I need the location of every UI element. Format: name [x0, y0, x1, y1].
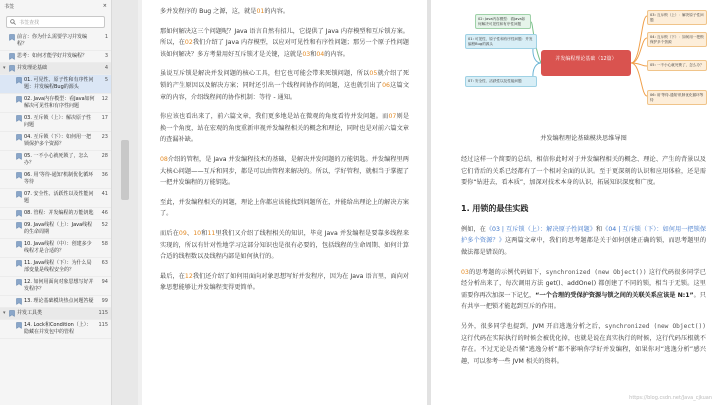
bookmark-label: 前言：你为什么需要学习并发编程？ [17, 34, 88, 47]
mind-map-node: 02: Java内存模型：看Java如何解决可见性和有序性问题 [475, 14, 531, 29]
text-run: synchronized (new Object()) [604, 322, 706, 330]
bookmark-icon [16, 134, 22, 141]
document-page-right [431, 0, 720, 405]
bookmark-icon [9, 65, 15, 72]
bookmark-panel-header [0, 0, 111, 12]
bookmark-page-number: 58 [101, 241, 108, 247]
bookmark-label: 04. 互斥锁（下）：如何用一把锁保护多个资源？ [24, 134, 92, 147]
bookmark-list [0, 32, 111, 339]
bookmark-icon [16, 298, 22, 305]
chapter-ref: 05 [369, 70, 378, 78]
text-run: 例如，在 [461, 225, 486, 233]
chapter-ref: 04 [316, 50, 325, 58]
text-run: 的内容。 [264, 8, 290, 15]
paragraph [160, 271, 409, 294]
text-run: 和 [310, 50, 317, 58]
text-run: 而后在 [160, 229, 179, 237]
bookmark-icon [16, 96, 22, 103]
bookmark-search-input[interactable] [6, 16, 105, 28]
bookmark-icon [16, 222, 22, 229]
text-run: 我们还介绍了如何用面向对象思想写好并发程序，因为在 Java 语言里，面向对象思想能够让并发编程变得更简单。 [160, 272, 409, 292]
bookmark-icon [16, 260, 22, 267]
text-run: 另外，很多同学也提到，JVM 开启逃逸分析之后， [461, 322, 605, 330]
bookmark-page-number: 41 [101, 191, 108, 197]
expand-toggle-icon[interactable]: ▾ [3, 310, 6, 316]
text-run: 、 [186, 229, 194, 237]
mind-map-node: 05: 一不小心就死锁了，怎么办？ [647, 60, 707, 71]
bookmark-item[interactable] [0, 151, 111, 170]
bookmark-label: 09. Java线程（上）：Java线程的生命周期 [24, 222, 93, 235]
text-run: 则是换一个角度，站在宏观的角度重新审视并发编程相关的概念和理论，同时也是对前六篇文章的查漏补缺。 [160, 113, 410, 144]
text-run: 我们介绍了 Java 内存模型，以应对可见性和有序性问题；那另一个原子性问题该如何解决？多方考量用好互斥锁才是关键，这就是 [160, 39, 409, 58]
bookmark-icon [16, 172, 22, 179]
bookmark-label: 11. Java线程（下）：为什么局部变量是线程安全的？ [24, 260, 92, 273]
bookmark-item[interactable] [0, 277, 111, 296]
paragraph [160, 197, 409, 220]
chapter-ref: 03 [302, 50, 311, 58]
article-link[interactable]: 《04 | 互斥锁（下）：如何用一把锁保护多个资源？》 [461, 225, 707, 245]
close-panel-button[interactable]: × [102, 3, 107, 9]
bookmark-item[interactable] [0, 132, 111, 151]
bookmark-page-number: 1 [104, 34, 108, 40]
paragraph [160, 68, 409, 103]
text-run: 至此，并发编程相关的问题，理论上你都应该能找到问题所在，并能给出理论上的解决方案了。 [160, 198, 409, 218]
text-run: 里我们又介绍了线程相关的知识，毕竟 Java 并发编程是要靠多线程来实现的，所以有针对性地学习这部分知识也是很有必要的，包括线程的生命周期、如何计算合适的线程数以及线程内部是如何执行的。 [160, 229, 410, 261]
sidebar-scrollbar[interactable] [112, 0, 138, 405]
bookmark-label: 13. 理论基础模块热点问题答疑 [24, 298, 94, 304]
paragraph [160, 228, 409, 263]
chapter-ref: 08 [160, 155, 168, 163]
text-run: 那如何解决这三个问题呢？Java 语言自然有招儿，它提供了 Java 内存模型和互斥锁方案。所以，在 [160, 27, 409, 47]
bookmark-item[interactable] [0, 239, 111, 258]
bookmark-icon [9, 34, 15, 41]
chapter-ref: 07 [388, 113, 397, 121]
text-run: 。只有共享一把锁才能起到互斥的作用。 [461, 291, 706, 311]
text-run: 这两篇文章中，我们的思考题都是关于如何创建正确的锁，而思考题里的做法都是错误的。 [461, 237, 707, 256]
bookmark-item[interactable] [0, 51, 111, 63]
chapter-ref: 02 [184, 39, 193, 47]
bookmark-item[interactable] [0, 296, 111, 308]
bookmark-page-number: 36 [101, 172, 108, 178]
bookmark-page-number: 115 [98, 322, 108, 328]
paragraph [461, 224, 706, 259]
bookmark-page-number: 23 [101, 134, 108, 140]
text-run: 多并发程序的 Bug 之源，这，就是 [160, 8, 257, 15]
text-run: synchronized (new Object()) [545, 268, 647, 276]
bookmark-page-number: 46 [101, 210, 108, 216]
bookmark-icon [16, 115, 22, 122]
article-link[interactable]: 《03 | 互斥锁（上）：解决原子性问题》 [485, 225, 596, 233]
bookmark-page-number: 3 [104, 53, 108, 59]
bookmark-item[interactable] [0, 113, 111, 132]
bookmark-search-placeholder: 书签查找 [19, 19, 40, 26]
bookmark-label: 并发理论基础 [17, 65, 48, 71]
bookmark-page-number: 12 [101, 96, 108, 102]
text-run: 虽说互斥锁是解决并发问题的核心工具，但它也可能会带来死锁问题，所以 [160, 70, 370, 78]
text-run: 和 [595, 225, 603, 233]
search-icon [10, 19, 16, 25]
mind-map-center-node: 并发编程理论基础（12篇） [541, 50, 631, 76]
text-run: 的内容。 [324, 50, 349, 58]
text-run: 你应该也看出来了，前六篇文章，我们更多地是站在微观的角度看待并发问题。而 [160, 113, 389, 121]
chapter-ref: 03 [461, 268, 469, 276]
bookmark-item[interactable] [0, 75, 111, 94]
text-run: 最后，在 [160, 272, 185, 280]
bookmark-item[interactable] [0, 32, 111, 51]
paragraph [160, 111, 409, 146]
paragraph [461, 321, 706, 367]
chapter-ref: 06 [382, 81, 390, 89]
bookmark-item[interactable] [0, 170, 111, 189]
bookmark-label: 05. 一不小心就死锁了，怎么办？ [24, 153, 89, 166]
bookmark-item[interactable] [0, 63, 111, 75]
bookmark-page-number: 63 [101, 260, 108, 266]
chapter-ref: 01 [256, 8, 265, 15]
text-run: 就介绍了死锁的产生原因以及解决方案；同时还引出一个线程间协作的问题，这也就引出了 [160, 70, 410, 89]
bookmark-item[interactable] [0, 320, 111, 339]
mind-map-node: 03: 互斥锁（上）：解决原子性问题 [647, 10, 707, 25]
bookmark-label: 01. 可见性、原子性和有序性问题：并发编程Bug的源头 [24, 77, 94, 90]
text-run: 这篇文章的内容，介绍线程间的协作机制：等待 - 通知。 [160, 81, 410, 101]
bookmark-page-number: 4 [104, 65, 108, 71]
bookmark-page-number: 28 [101, 153, 108, 159]
chapter-ref: 09 [178, 229, 187, 237]
bookmark-item[interactable] [0, 208, 111, 220]
bookmark-label: 14. Lock和Condition（上）：隐藏在并发包中的管程 [24, 322, 92, 335]
bookmark-page-number: 5 [104, 77, 108, 83]
bookmark-panel-title: 书签 [4, 4, 15, 10]
paragraph [461, 267, 706, 313]
bookmark-label: 思考：如何才能学好并发编程？ [17, 53, 88, 59]
watermark: https://blog.csdn.net/Java_cjkuan [629, 395, 712, 401]
text-run: 的思考题的示例代码如下， [468, 268, 546, 276]
bookmark-label: 07. 安全性、活跃性以及性能问题 [24, 191, 94, 204]
bookmark-page-number: 115 [98, 310, 108, 316]
bookmark-item[interactable] [0, 220, 111, 239]
bookmark-icon [16, 322, 22, 329]
mind-map-node: 07: 安全性、活跃性以及性能问题 [465, 76, 537, 87]
figure-caption: 并发编程理论基础模块思维导图 [540, 135, 627, 142]
bookmark-icon [16, 77, 22, 84]
bookmark-label: 并发工具类 [17, 310, 43, 316]
chapter-ref: 12 [184, 272, 193, 280]
text-run: 介绍的管程，是 Java 并发编程技术的基础，是解决并发问题的万能钥匙。并发编程里两大核心问题——互斥和同步，都是可以由管程来解决的。所以，学好管程，就相当于掌握了一把并发编程的万能钥匙。 [160, 155, 409, 187]
mind-map-node: 06: 用'等待-通知'机制优化循环等待 [647, 90, 707, 105]
text-run: 和 [201, 229, 208, 237]
section-heading: 1. 用锁的最佳实践 [461, 203, 529, 213]
scrollbar-thumb[interactable] [121, 140, 129, 200]
bookmark-panel [0, 0, 112, 405]
bookmark-label: 08. 管程：并发编程的万能钥匙 [24, 210, 94, 216]
bookmark-page-number: 99 [101, 298, 108, 304]
bookmark-icon [16, 210, 22, 217]
document-page-left [142, 0, 427, 405]
bookmark-icon [9, 310, 15, 317]
text-run: 经过这样一个简要的总结，相信你此时对于并发编程相关的概念、理论、产生的背景以及它们背后的关系已经都有了一个相对全面的认识。至于更深刻的认识和应用体验，还是需要你“钻进去，看本质”，加深对技术本身的认识，拓展知识深度和广度。 [461, 156, 706, 187]
paragraph [160, 6, 409, 18]
bookmark-item[interactable] [0, 189, 111, 208]
paragraph [461, 154, 706, 189]
bookmark-page-number: 52 [101, 222, 108, 228]
paragraph [160, 154, 409, 189]
mind-map-node: 04: 互斥锁（下）：如何用一把锁保护多个资源 [647, 32, 707, 47]
chapter-ref: 10 [193, 229, 202, 237]
expand-toggle-icon[interactable]: ▾ [3, 65, 6, 71]
bookmark-label: 12. 如何用面向对象思想写好并发程序？ [24, 279, 94, 292]
bookmark-page-number: 17 [101, 115, 108, 121]
bookmark-icon [16, 241, 22, 248]
bookmark-icon [9, 53, 15, 60]
mind-map-figure [461, 4, 711, 119]
bookmark-icon [16, 279, 22, 286]
bookmark-item[interactable] [0, 258, 111, 277]
bookmark-label: 10. Java线程（中）：创建多少线程才是合适的？ [24, 241, 92, 254]
text-run: 这行代码很多同学已经分析出来了，每次调用方法 get()、addOne() 都创建了不同的锁，相当于无锁。这里需要你再次加深一下记忆， [461, 268, 706, 299]
bookmark-label: 06. 用'等待-通知'机制优化循环等待 [24, 172, 94, 185]
paragraph [160, 26, 409, 61]
bookmark-item[interactable] [0, 94, 111, 113]
chapter-ref: 11 [207, 229, 216, 237]
bookmark-label: 02. Java内存模型：看Java如何解决可见性和有序性问题 [24, 96, 95, 109]
bookmark-page-number: 94 [101, 279, 108, 285]
bookmark-icon [16, 191, 22, 198]
mind-map-node: 01: 可见性、原子性和有序性问题：并发编程Bug的源头 [465, 34, 537, 49]
text-run: 这行代码在实际执行的时候会被优化掉，也就是说在真实执行的时候，这行代码压根就不存在。不过无论是否懂“逃逸分析”都不影响你学好并发编程，如果你对“逃逸分析”感兴趣，可以参考一些 JVM 相关的资料。 [461, 334, 706, 365]
text-run: “一个合理的受保护资源与锁之间的关联关系应该是 N:1” [535, 291, 694, 299]
bookmark-icon [16, 153, 22, 160]
bookmark-label: 03. 互斥锁（上）：解决原子性问题 [24, 115, 92, 128]
bookmark-item[interactable] [0, 308, 111, 320]
